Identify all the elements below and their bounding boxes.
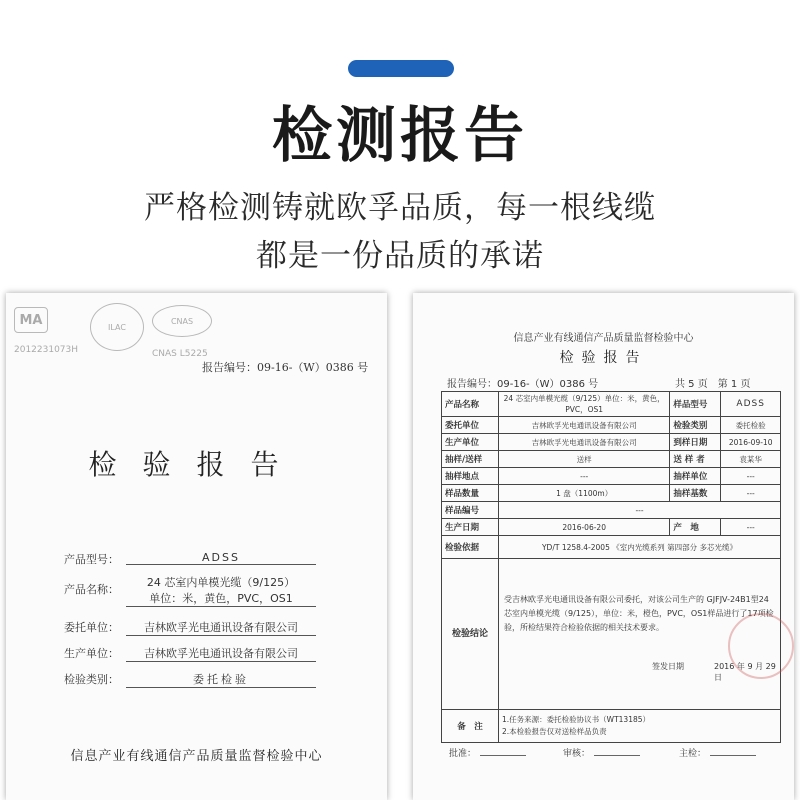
table-row	[442, 434, 781, 451]
field-value-model: ADSS	[126, 551, 316, 565]
field-value-product-line1: 24 芯室内单模光缆（9/125）	[146, 576, 296, 589]
cma-logo: MA	[14, 307, 48, 333]
field-value-category: 委托检验	[126, 671, 316, 688]
row-value: ADSS	[721, 392, 781, 417]
table-row	[442, 536, 781, 559]
row-value: 袁某华	[721, 451, 781, 468]
sign-date-label: 签发日期	[652, 662, 684, 671]
table-row	[442, 451, 781, 468]
row-label: 抽样基数	[670, 485, 721, 502]
basis-label: 检验依据	[442, 536, 499, 559]
row-value: 2016-09-10	[721, 434, 781, 451]
row-label: 到样日期	[670, 434, 721, 451]
row-label: 抽样/送样	[442, 451, 499, 468]
report-table	[441, 391, 781, 743]
table-row	[442, 519, 781, 536]
table-row	[442, 392, 781, 417]
row-label: 样品编号	[442, 502, 499, 519]
conclusion-label: 检验结论	[442, 559, 499, 710]
cma-code: 2012231073H	[14, 345, 79, 355]
detail-page-info: 共 5 页 第 1 页	[675, 379, 751, 390]
report-detail-page	[413, 293, 794, 800]
row-value: 送样	[499, 451, 670, 468]
cnas-logo: CNAS	[152, 305, 212, 337]
remarks-line2: 2.本检验报告仅对送检样品负责	[502, 727, 607, 736]
reviewer-signature	[563, 745, 640, 759]
reviewer-label: 审核：	[563, 749, 591, 759]
row-value: ---	[499, 502, 781, 519]
row-label: 委托单位	[442, 417, 499, 434]
row-value: 24 芯室内单模光缆（9/125）单位：米，黄色，PVC，OS1	[499, 392, 670, 417]
row-label: 抽样地点	[442, 468, 499, 485]
row-value: ---	[721, 519, 781, 536]
row-label: 产品名称	[442, 392, 499, 417]
field-label-product: 产品名称：	[64, 583, 119, 596]
page-title: 检测报告	[272, 101, 528, 171]
row-value: 1 盘（1100m）	[499, 485, 670, 502]
sign-date-block	[502, 641, 777, 681]
subtitle-line1: 严格检测铸就欧孚品质，每一根线缆	[144, 190, 656, 226]
row-label: 样品型号	[670, 392, 721, 417]
report-cover-page	[6, 293, 387, 800]
table-row	[442, 710, 781, 743]
row-value: ---	[721, 468, 781, 485]
signature-mark	[480, 745, 526, 756]
detail-title: 检验报告	[559, 350, 648, 366]
table-row	[442, 502, 781, 519]
row-value: ---	[499, 468, 670, 485]
field-label-manufacturer: 生产单位：	[64, 647, 119, 660]
row-value: 委托检验	[721, 417, 781, 434]
accent-pill	[348, 60, 454, 77]
row-value: 2016-06-20	[499, 519, 670, 536]
official-stamp	[728, 613, 794, 679]
row-value: 吉林欧孚光电通讯设备有限公司	[499, 417, 670, 434]
table-row	[442, 468, 781, 485]
cover-footer-org: 信息产业有线通信产品质量监督检验中心	[70, 749, 323, 764]
row-label: 抽样单位	[670, 468, 721, 485]
basis-value: YD/T 1258.4-2005 《室内光缆系列 第四部分 多芯光缆》	[499, 536, 781, 559]
field-label-category: 检验类别：	[64, 673, 119, 686]
approver-label: 批准：	[449, 749, 477, 759]
field-value-manufacturer: 吉林欧孚光电通讯设备有限公司	[126, 645, 316, 662]
signature-mark	[594, 745, 640, 756]
inspector-signature	[679, 745, 756, 759]
remarks-line1: 1.任务来源：委托检验协议书（WT13185）	[502, 715, 651, 724]
row-label: 生产日期	[442, 519, 499, 536]
detail-org: 信息产业有线通信产品质量监督检验中心	[513, 333, 694, 344]
cover-title: 检验报告	[88, 448, 305, 481]
row-label: 样品数量	[442, 485, 499, 502]
row-label: 产 地	[670, 519, 721, 536]
row-value: 吉林欧孚光电通讯设备有限公司	[499, 434, 670, 451]
ilac-logo: ILAC	[90, 303, 144, 351]
cover-report-number: 报告编号：09-16-（W）0386 号	[202, 361, 369, 374]
row-label: 检验类别	[670, 417, 721, 434]
row-value: ---	[721, 485, 781, 502]
row-label: 生产单位	[442, 434, 499, 451]
inspector-label: 主检：	[679, 749, 707, 759]
field-value-client: 吉林欧孚光电通讯设备有限公司	[126, 619, 316, 636]
field-label-client: 委托单位：	[64, 621, 119, 634]
conclusion-cell	[499, 559, 781, 710]
remarks-cell	[499, 710, 781, 743]
cnas-code: CNAS L5225	[152, 349, 208, 359]
table-row	[442, 417, 781, 434]
conclusion-text: 受吉林欧孚光电通讯设备有限公司委托，对该公司生产的 GJFJV-24B1型24芯室内单模光缆（9/125），单位：米，橙色，PVC，OS1样品进行了17项检验，所检结果符合检验依据的相关技术要求。	[504, 595, 774, 632]
subtitle-line2: 都是一份品质的承诺	[256, 238, 544, 274]
field-value-product-line2: 单位：米，黄色，PVC，OS1	[126, 591, 316, 607]
remarks-label: 备 注	[442, 710, 499, 743]
field-label-model: 产品型号：	[64, 553, 119, 566]
sign-date-value: 2016 年 9 月 29 日	[714, 662, 776, 682]
approver-signature	[449, 745, 526, 759]
signature-mark	[710, 745, 756, 756]
table-row	[442, 485, 781, 502]
detail-report-number: 报告编号：09-16-（W）0386 号	[447, 379, 599, 390]
row-label: 送 样 者	[670, 451, 721, 468]
table-row	[442, 559, 781, 710]
